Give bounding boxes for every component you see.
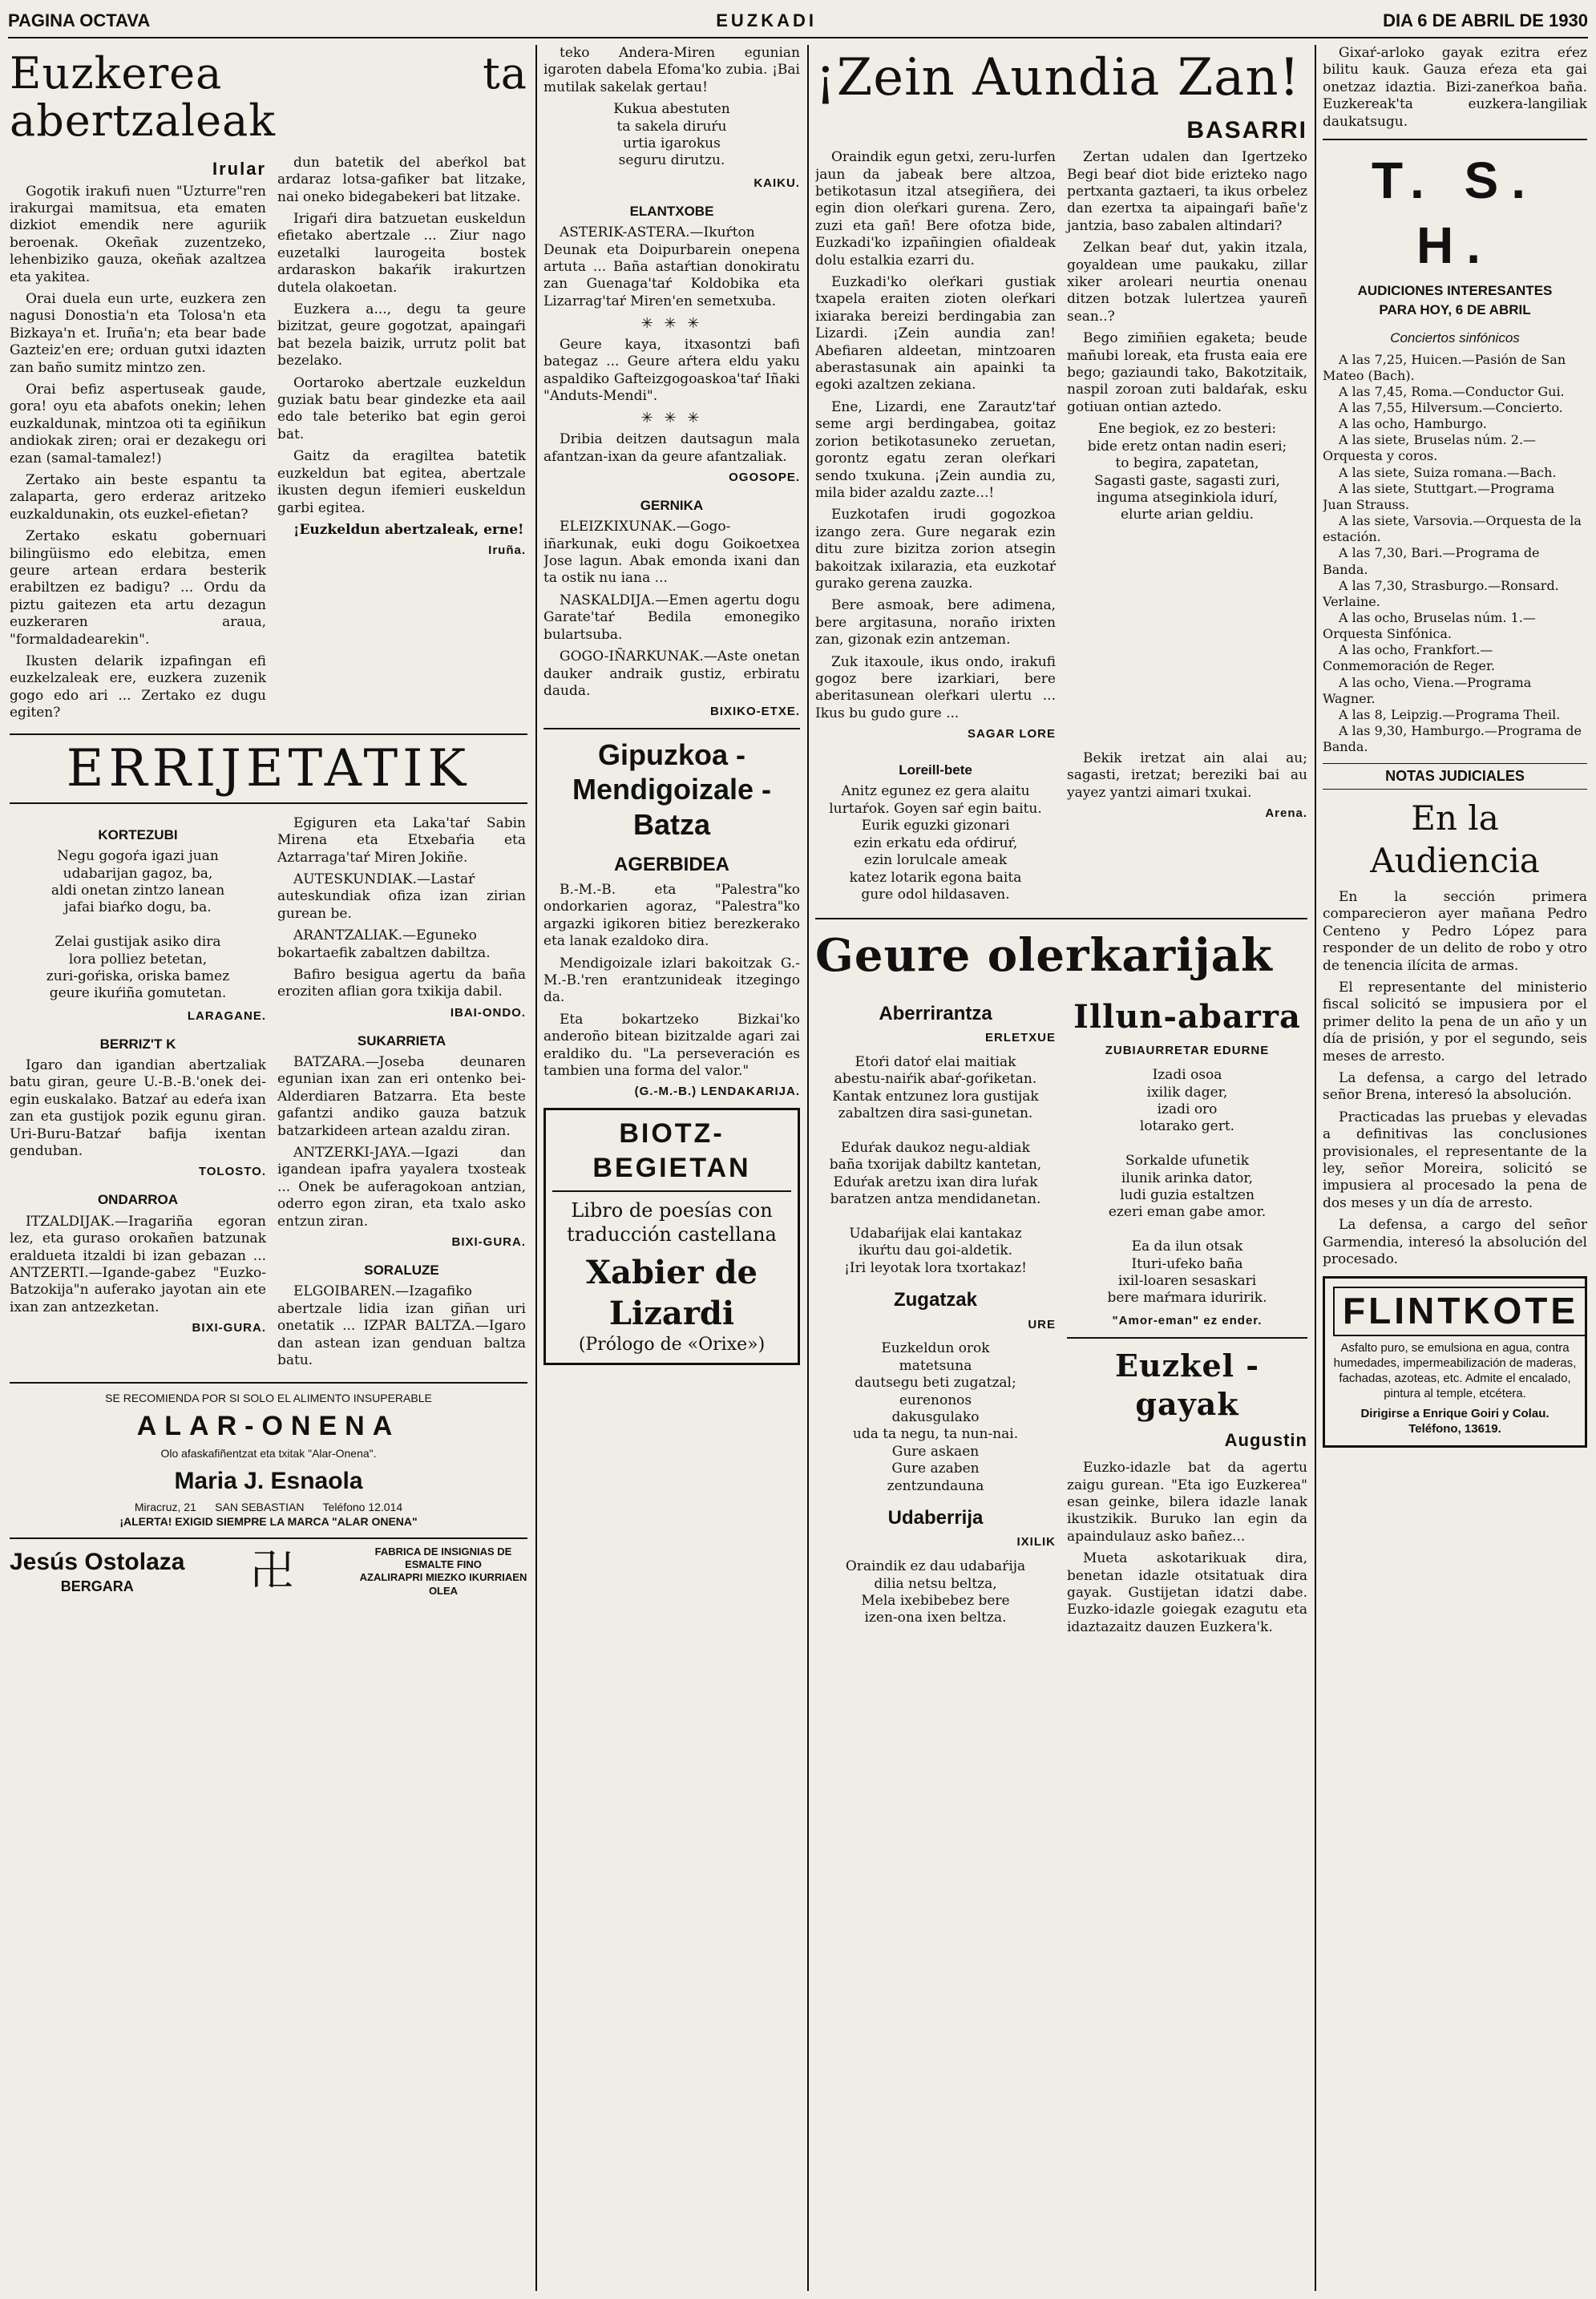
paragraph: Bego zimiñien egaketa; beude mañubi loreak, eta frusta eaia ere bego; gaziaundi tako, Bakotzitaik, naspil zoroan zuti baldaŕak, esku gotiuan ontian aztedo. — [1067, 330, 1307, 415]
paragraph: Oraindik egun getxi, zeru-lurfen jaun da jabeak bere altzoa, betikotasun itzal atsegiñera, dei egin dion oleŕkari gurena. Zero, zuzi eta gañ! Bere ofotza bide, Euzkadi'ko izpañingien ofialdeak dolu estalkia ezarri du. — [815, 149, 1056, 269]
title-elantxobe: ELANTXOBE — [629, 203, 714, 219]
tsh-concert: Conciertos sinfónicos — [1390, 330, 1520, 346]
column-rule — [535, 45, 537, 2291]
signature-tolosto: TOLOSTO. — [198, 1165, 266, 1179]
paragraph: ¡Euzkeldun abertzaleak, erne! — [293, 521, 524, 538]
radio-line: A las ocho, Viena.—Programa Wagner. — [1323, 674, 1532, 706]
radio-line: A las siete, Varsovia.—Orquesta de la estación. — [1323, 513, 1582, 545]
paragraph: Practicadas las pruebas y elevadas a definitivas las conclusiones provisionales, el representante de la ley, señor Moreira, solicitó se impusiera al procesado la pena de dos meses y un día de arresto. — [1323, 1109, 1587, 1211]
paragraph: NASKALDIJA.—Emen agertu dogu Garate'taŕ Bedila emonegiko bulartsuba. — [543, 592, 800, 643]
ad-biotz-sub: Libro de poesías con traducción castellana — [567, 1199, 777, 1246]
paragraph: ITZALDIJAK.—Iragariña egoran lez, eta guraso orokañen batzunak eraldueta itzaldi bi izan gebazan ... ANTZERTI.—Igande-gabez "Euzko-Batzokija"n auferako jayotan ain ete ixan zan antzezketan. — [10, 1213, 266, 1315]
paragraph: ELGOIBAREN.—Izagafiko abertzale lidia izan giñan uri onetatik ... IZPAR BALTZA.—Igaro dan astean izan genduan baltza batu. — [277, 1283, 526, 1369]
masthead — [8, 5, 1588, 38]
author-zubiaurretar: ZUBIAURRETAR EDURNE — [1105, 1044, 1270, 1058]
column-center-right — [815, 45, 1307, 2293]
title-notas-judiciales: NOTAS JUDICIALES — [1323, 763, 1587, 790]
signature-bixi-gura-2: BIXI-GURA. — [451, 1235, 526, 1250]
radio-line: A las 7,55, Hilversum.—Concierto. — [1339, 399, 1563, 415]
column-rule — [1315, 45, 1316, 2291]
byline-irular: Irular — [212, 158, 266, 179]
paragraph: Geure kaya, itxasontzi bafi bategaz ... Geure aŕtera eldu yaku aspaldiko Gafteizgogoaskoa'taŕ Iñaki "Anduts-Mendi". — [543, 336, 800, 405]
signature-lendakarija: (G.-M.-B.) LENDAKARIJA. — [634, 1085, 800, 1099]
title-zugatzak: Zugatzak — [893, 1289, 977, 1311]
column-rule — [807, 45, 809, 2291]
paragraph: Euzko-idazle bat da agertu zaigu gurean. "Eta igo Euzkerea" esan geinke, bilera idazle lanak ikustzikik. Buruko lan egin da apaindulauz asko bañez... — [1067, 1460, 1307, 1545]
poem-aberrirantza: Etoŕi datoŕ elai maitiak abestu-naiŕik abaŕ-goŕiketan. Kantak entzunez lora gustijak zabaltzen dira sasi-gunetan. Eduŕak daukoz negu-aldiak baña txorijak dabiltz kantetan, Eduŕak aretzu ixan dira luŕak baratzen antza mendidanetan. Udabaŕijak elai kantakaz ikuŕtu dau goi-aldetik. ¡Iri leyotak lora txortakaz! — [829, 1054, 1042, 1276]
paragraph: Ikusten delarik izpafingan efi euzkelzaleak ere, euzkera zuzenik gogo edo ari ... Zertako ez dugu egiten? — [10, 653, 266, 721]
ad-flintkote-text: Asfalto puro, se emulsiona en agua, contra humedades, impermeabilización de maderas, fachadas, azoteas, etc. Admite el encalado, pintura al temple, etcétera. — [1333, 1341, 1577, 1401]
lauburu-icon: 卍 — [250, 1545, 294, 1597]
tsh-sub1: AUDICIONES INTERESANTES — [1357, 283, 1553, 299]
radio-line: A las ocho, Frankfort.—Conmemoración de Reger. — [1323, 642, 1495, 674]
headline-geure-olerkarijak: Geure olerkarijak — [815, 929, 1273, 983]
paragraph: teko Andera-Miren egunian igaroten dabela Efoma'ko zubia. ¡Bai mutilak sakelak gertau! — [543, 45, 800, 95]
poems-column-a — [815, 991, 1056, 1641]
column-right — [1323, 45, 1587, 2293]
divider — [1323, 139, 1587, 140]
paragraph: Gogotik irakufi nuen "Uzturre"ren irakurgai mamitsua, eta ematen dizkiot emendik nere aguriik beroenak. Okeñak zuzentzeko, lehenbiziko gauza, okeñak azaltzea eta yakitea. — [10, 183, 266, 285]
title-udaberrija: Udaberrija — [887, 1507, 984, 1529]
paragraph: GOGO-IÑARKUNAK.—Aste onetan dauker andraik gustiz, erbiratu dauda. — [543, 648, 800, 699]
ad-biotz-title: BIOTZ-BEGIETAN — [552, 1117, 791, 1192]
paragraph: La defensa, a cargo del señor Garmendia, interesó la absolución del procesado. — [1323, 1217, 1587, 1268]
author-ixilik: IXILIK — [1016, 1535, 1056, 1550]
poem-lore: Anitz egunez ez gera alaitu lurtaŕok. Goyen saŕ egin baitu. Eurik eguzki gizonari ezin erkatu eda oŕdiruŕ, ezin lorulcale ameak katez lotarik egona baita gure odol hildasaven. — [829, 783, 1042, 903]
paragraph: Bere asmoak, bere adimena, bere argitasuna, noraño irixten zan, gizonak ezin antzeman. — [815, 597, 1056, 648]
column-middle — [543, 45, 800, 2293]
radio-line: A las siete, Bruselas núm. 2.—Orquesta y coros. — [1323, 432, 1537, 464]
poems-column-b — [1067, 991, 1307, 1641]
title-euzkel-gayak: Euzkel - gayak — [1114, 1347, 1260, 1422]
title-sukarrieta: SUKARRIETA — [357, 1032, 446, 1048]
paragraph: Mueta askotarikuak dira, benetan idazle otsitatuak dira gayak. Gustijetan idatzi dabe. Euzko-idazle goiegak ezagutu eta idaztazaitz dauzen Euzkera'k. — [1067, 1550, 1307, 1635]
title-gipuzkoa-mendigoizale: Gipuzkoa - Mendigoizale - Batza — [572, 738, 771, 841]
ad-alar-title: ALAR-ONENA — [136, 1411, 401, 1442]
page-label: PAGINA OCTAVA — [8, 10, 151, 30]
poem-lore-block — [815, 750, 1056, 910]
signature-iruna: Iruña. — [488, 543, 526, 558]
paragraph: Zuk itaxoule, ikus ondo, irakufi gogoz bere izarkiari, bere aberitasunean oleŕkari ulertu ... Ikus bu gudo gure ... — [815, 653, 1056, 721]
divider — [543, 728, 800, 729]
title-illun-abarra: Illun-abarra — [1073, 997, 1301, 1036]
signature-bixi-gura: BIXI-GURA. — [192, 1321, 266, 1335]
paragraph: dun batetik del abeŕkol bat ardaraz lotsa-gafiker bat litzake, nai oneko bidegabekeri bat litzake. — [277, 154, 526, 205]
divider — [815, 918, 1307, 919]
issue-date: DIA 6 DE ABRIL DE 1930 — [1383, 10, 1588, 30]
paper-name: EUZKADI — [716, 10, 818, 30]
paragraph: Euzkadi'ko oleŕkari gustiak txapela eraiten zioten oleŕkari ixiaraka bereizi berdingabia zan Lizardi. ¡Zein aundia zan! Abefiaren aldeetan, mintzoaren aberastasunak ain apainki ta egoki azaltzen zekiana. — [815, 274, 1056, 394]
radio-line: A las ocho, Bruselas núm. 1.—Orquesta Sinfónica. — [1323, 610, 1536, 642]
ad-biotz-begietan — [543, 1108, 800, 1365]
paragraph: Eta bokartzeko Bizkai'ko anderoño bitean bizitzalde agari zai eraldiko du. "La perseveración es tambien una forma del valor." — [543, 1011, 800, 1080]
paragraph: Zertako ain beste espantu ta zalaparta, gero erderaz aritzeko euzkaldunakin, ots euzkel-efietan? — [10, 472, 266, 523]
radio-line: A las siete, Suiza romana.—Bach. — [1339, 464, 1557, 480]
ad-flintkote — [1323, 1276, 1587, 1447]
radio-listings — [1323, 352, 1587, 756]
paragraph: BATZARA.—Joseba deunaren egunian ixan zan eri ontenko bei-Alderdiaren Batzarra. Eta beste gafantzi andiko gauza batzuk batzarkideen artean azaldu ziran. — [277, 1054, 526, 1139]
paragraph: Orai befiz aspertuseak gaude, gora! oyu eta abafots onekin; lehen euzkaldunak, mintzoa oti ta egiñikun andiokak ziren; orai er dezakegu ori ezan (samal-tamalez!) — [10, 381, 266, 467]
article-zein-right — [1067, 149, 1307, 750]
paragraph: El representante del ministerio fiscal solicitó se impusiera por el primer delito la pena de un año y un día de prisión, y por el segundo, seis meses de arresto. — [1323, 979, 1587, 1065]
paragraph: Bekik iretzat ain alai au; sagasti, iretzat; bereziki bai au yayez yantzi aimari txukai. — [1067, 750, 1307, 801]
title-agerbidea: AGERBIDEA — [613, 853, 729, 875]
paragraph: Igaro dan igandian abertzaliak batu giran, geure U.-B.-B.'onek dei-egin euskalako. Batzaŕ au edeŕa ixan zan eta gustijok pozik egunu giran. Uri-Buru-Batzaŕ bafija ixentan genduban. — [10, 1057, 266, 1160]
title-kortezubi: KORTEZUBI — [98, 826, 178, 842]
paragraph: AUTESKUNDIAK.—Lastaŕ auteskundiak ofiza izan zirian gurean be. — [277, 871, 526, 922]
signature-laragane: LARAGANE. — [187, 1008, 266, 1023]
paragraph: Oortaroko abertzale euzkeldun guziak batu bear gindezke eta aail edo tale beteriko bat egin geroi bat. — [277, 374, 526, 442]
radio-line: A las 7,30, Strasburgo.—Ronsard. Verlaine. — [1323, 577, 1559, 609]
paragraph: En la sección primera comparecieron ayer mañana Pedro Centeno y Pedro López para responder de un delito de robo y otro de tenencia ilícita de armas. — [1323, 888, 1587, 974]
paragraph: Orai duela eun urte, euzkera zen nagusi Donostia'n eta Tolosa'n eta Bizkaya'n et. Iruña'n; eta bear bade Gazteiz'en ere; orduan gutxi idazten zan baño sumitz mintzo zen. — [10, 290, 266, 376]
regional-news-right — [277, 815, 526, 1375]
radio-line: A las siete, Stuttgart.—Programa Juan Strauss. — [1323, 480, 1555, 512]
paragraph: Gaitz da eragiltea batetik euzkeldun bat egitea, abertzale ikusten degun ifemieri euskeldun garbi egitea. — [277, 448, 526, 516]
paragraph: Zertako eskatu gobernuari bilingüismo edo elebitza, emen geure artean erdara besterik erabiltzen ez badigu? ... Ordu da piztu gaitezen eta artu dezagun euzkeraren araua, "formaldadearekin". — [10, 528, 266, 648]
section-errijetatik: ERRIJETATIK — [10, 733, 527, 804]
ad-flintkote-title: FLINTKOTE — [1333, 1287, 1587, 1336]
ad-alar-onena — [10, 1392, 527, 1529]
paragraph: Zelkan beaŕ dut, yakin itzala, goyaldean ume paukaku, zillar xiker aroleari neurtia onenau ditzen botzak lulertzea yaureñ sean..? — [1067, 240, 1307, 325]
poem-kaiku: Kukua abestuten ta sakela diruŕu urtia igarokus seguru dirutzu. — [613, 101, 730, 169]
ad-alar-alert: ¡ALERTA! EXIGID SIEMPRE LA MARCA "ALAR ONENA" — [119, 1514, 418, 1528]
ad-alar-address: Miracruz, 21 SAN SEBASTIAN Teléfono 12.014 — [134, 1501, 403, 1514]
author-augustin: Augustin — [1224, 1430, 1307, 1451]
paragraph: Mendigoizale izlari bakoitzak G.-M.-B.'ren erantzunideak itzegingo da. — [543, 955, 800, 1006]
poem-udaberrija: Oraindik ez dau udabaŕija dilia netsu beltza, Mela ixebibebez bere izen-ona ixen beltza. — [845, 1558, 1026, 1626]
signature-bixiko-etxe: BIXIKO-ETXE. — [709, 705, 800, 719]
asterisks: ✳ ✳ ✳ — [640, 315, 703, 333]
author-ure: URE — [1028, 1317, 1056, 1331]
paragraph: Zertan udalen dan Igertzeko Begi beaŕ diot bide erizteko nago pertxanta gaztaeri, ta ikus orbelez dan ezertxa ta aipaingaŕi bañe'z jantzia, baso zabalen altindari? — [1067, 149, 1307, 234]
title-soraluze: SORALUZE — [364, 1263, 439, 1278]
divider — [10, 1382, 527, 1384]
illun-tail: "Amor-eman" ez ender. — [1112, 1313, 1263, 1327]
title-berriz: BERRIZ'T K — [99, 1036, 176, 1052]
place-lorell-bete: Loreill-bete — [899, 762, 972, 778]
title-en-la-audiencia: En la Audiencia — [1370, 798, 1540, 880]
poem-illun-abarra: Izadi osoa ixilik dager, izadi oro lotarako gert. Sorkalde ufunetik ilunik arinka dator, ludi guzia estaltzen ezeri eman gabe amor. Ea da ilun otsak Ituri-ufeko baña ixil-loaren sesaskari bere maŕmara iduririk. — [1107, 1067, 1267, 1307]
paragraph: Gixaŕ-arloko gayak ezitra eŕez bilitu kauk. Gauza eŕeza eta gai onetzaz idaztia. Bizi-zaneŕkoa baña. Euzkereak'ta euzkera-langiliak daukatsugu. — [1323, 45, 1587, 130]
signature-arena: Arena. — [1265, 806, 1307, 821]
paragraph: Irigaŕi dira batzuetan euskeldun efietako abertzale ... Ziur nago euzetalki laurogeita bostek ardaraskon bakaŕik irakurtzen dutela olakoetan. — [277, 211, 526, 296]
regional-news-left — [10, 815, 266, 1375]
paragraph: ARANTZALIAK.—Eguneko bokartaefik zabaltzen dabiltza. — [277, 927, 491, 961]
poem-basarri: Ene begiok, ez zo besteri: bide eretz ontan nadin eseri; to begira, zapatetan, Sagasti gaste, sagasti zuri, inguma atseginkiola idurí, elurte arian geldiu. — [1087, 421, 1287, 523]
paragraph: B.-M.-B. eta "Palestra"ko ondorkarien agoraz, "Palestra"ko argazki igikoren bitiez berezkerako eta lanak ezaldoko dira. — [543, 882, 800, 950]
signature-ibai-ondo: IBAI-ONDO. — [450, 1005, 526, 1020]
signature-kaiku: KAIKU. — [754, 176, 800, 190]
poem-zugatzak: Euzkeldun orok matetsuna dautsegu beti zugatzal; eurenonos dakusgulako uda ta negu, ta nun-nai. Gure askaen Gure azaben zentzundauna — [852, 1340, 1019, 1494]
headline-zein-aundia: ¡Zein Aundia Zan! — [815, 48, 1301, 107]
radio-line: A las 9,30, Hamburgo.—Programa de Banda. — [1323, 723, 1582, 755]
paragraph: ELEIZKIXUNAK.—Gogo-iñarkunak, euki dogu Goikoetxea Jose lagun. Abak emonda ixani dan ta ostik nu iana ... — [543, 519, 800, 587]
title-ondarroa: ONDARROA — [97, 1192, 179, 1208]
article-euzkerea-right — [277, 155, 526, 727]
paragraph: Egiguren eta Laka'taŕ Sabin Mirena eta Etxebaŕia eta Aztarraga'taŕ Miren Jokiñe. — [277, 814, 526, 866]
radio-line: A las 7,30, Bari.—Programa de Banda. — [1323, 545, 1540, 577]
radio-line: A las 7,25, Huicen.—Pasión de San Mateo (Bach). — [1323, 351, 1566, 383]
paragraph: Euzkera a..., degu ta geure bizitzat, geure gogotzat, apaingaŕi bat bezela baizik, urrutz polit bat bezelako. — [277, 301, 526, 370]
radio-line: A las 8, Leipzig.—Programa Theil. — [1339, 706, 1561, 722]
paragraph: ASTERIK-ASTERA.—Ikuŕton Deunak eta Doipurbarein onepena artuta ... Baña astaŕtian donokiratu zan Guenaga'taŕ Koldobika eta Lizarrag'taŕ Miren'en semetxuba. — [543, 224, 800, 309]
asterisks: ✳ ✳ ✳ — [640, 410, 703, 427]
tsh-sub2: PARA HOY, 6 DE ABRIL — [1379, 301, 1531, 317]
headline-euzkerea: Euzkerea ta abertzaleak — [10, 48, 527, 147]
paragraph: Ene, Lizardi, ene Zarautz'taŕ seme argi berdingabea, goitaz zorion betikotasuneko zeruetan, gorontz egatu zeran oleŕkari sendo txukuna. ¡Zein aundia zu, mila bider azaldu zazte...! — [815, 398, 1056, 501]
poem-kortezubi: Negu gogoŕa igazi juan udabarijan gagoz, ba, aldi onetan zintzo lanean jafai biaŕko dogu, ba. Zelai gustijak asiko dira lora polliez betetan, zuri-goŕiska, oriska bamez geure ikuŕiña gomutetan. — [46, 848, 230, 1002]
column-left — [10, 45, 527, 2293]
author-erletxue: ERLETXUE — [984, 1031, 1056, 1045]
divider — [1067, 1337, 1307, 1339]
ad-biotz-note: (Prólogo de «Orixe») — [578, 1335, 766, 1356]
paragraph: Bafiro besigua agertu da baña eroziten aflian gora txikija dabil. — [277, 966, 526, 1000]
paragraph: Dribia deitzen dautsagun mala afantzan-ixan da geure afantzaliak. — [543, 431, 800, 465]
radio-line: A las ocho, Hamburgo. — [1339, 416, 1487, 432]
article-euzkerea-left — [10, 155, 266, 727]
ad-ostolaza-name: Jesús Ostolaza BERGARA — [10, 1549, 185, 1594]
ad-alar-maker: Maria J. Esnaola — [174, 1467, 363, 1494]
title-tsh: T. S. H. — [1371, 152, 1539, 274]
title-gernika: GERNIKA — [640, 497, 704, 513]
ad-alar-desc: Olo afaskafiñentzat eta txitak "Alar-Onena". — [160, 1446, 377, 1460]
olerkari-side — [1067, 750, 1307, 910]
ad-biotz-author: Xabier de Lizardi — [586, 1254, 758, 1332]
article-zein-left — [815, 149, 1056, 750]
title-aberrirantza: Aberrirantza — [879, 1002, 992, 1024]
signature-sagar-lore: SAGAR LORE — [967, 727, 1056, 741]
ad-recommend: SE RECOMIENDA POR SI SOLO EL ALIMENTO INSUPERABLE — [105, 1392, 432, 1405]
paragraph: Euzkotafen irudi gogozkoa izango zera. Gure negarak ezin ditu zure bizitza zorion atsegin bakoitzak ixilarazia, eta euzkotaŕ gurako gerena zauzka. — [815, 507, 1056, 592]
ad-ostolaza — [10, 1537, 527, 1598]
signature-ogosope: OGOSOPE. — [729, 470, 800, 484]
paragraph: La defensa, a cargo del letrado señor Brena, interesó la absolución. — [1323, 1069, 1587, 1104]
ad-ostolaza-fabrica: FABRICA DE INSIGNIAS DE ESMALTE FINO AZALIRAPRI MIEZKO IKURRIAEN OLEA — [359, 1545, 527, 1597]
radio-line: A las 7,45, Roma.—Conductor Gui. — [1339, 383, 1565, 399]
paragraph: ANTZERKI-JAYA.—Igazi dan igandean ipafra yayalera txosteak ... Onek be auferagokoan antzian, oderro egon ziran, eta txalo asko entzun ziran. — [277, 1145, 526, 1230]
ad-flintkote-contact: Dirigirse a Enrique Goiri y Colau. Teléfono, 13619. — [1360, 1406, 1550, 1436]
byline-basarri: BASARRI — [1186, 117, 1307, 144]
